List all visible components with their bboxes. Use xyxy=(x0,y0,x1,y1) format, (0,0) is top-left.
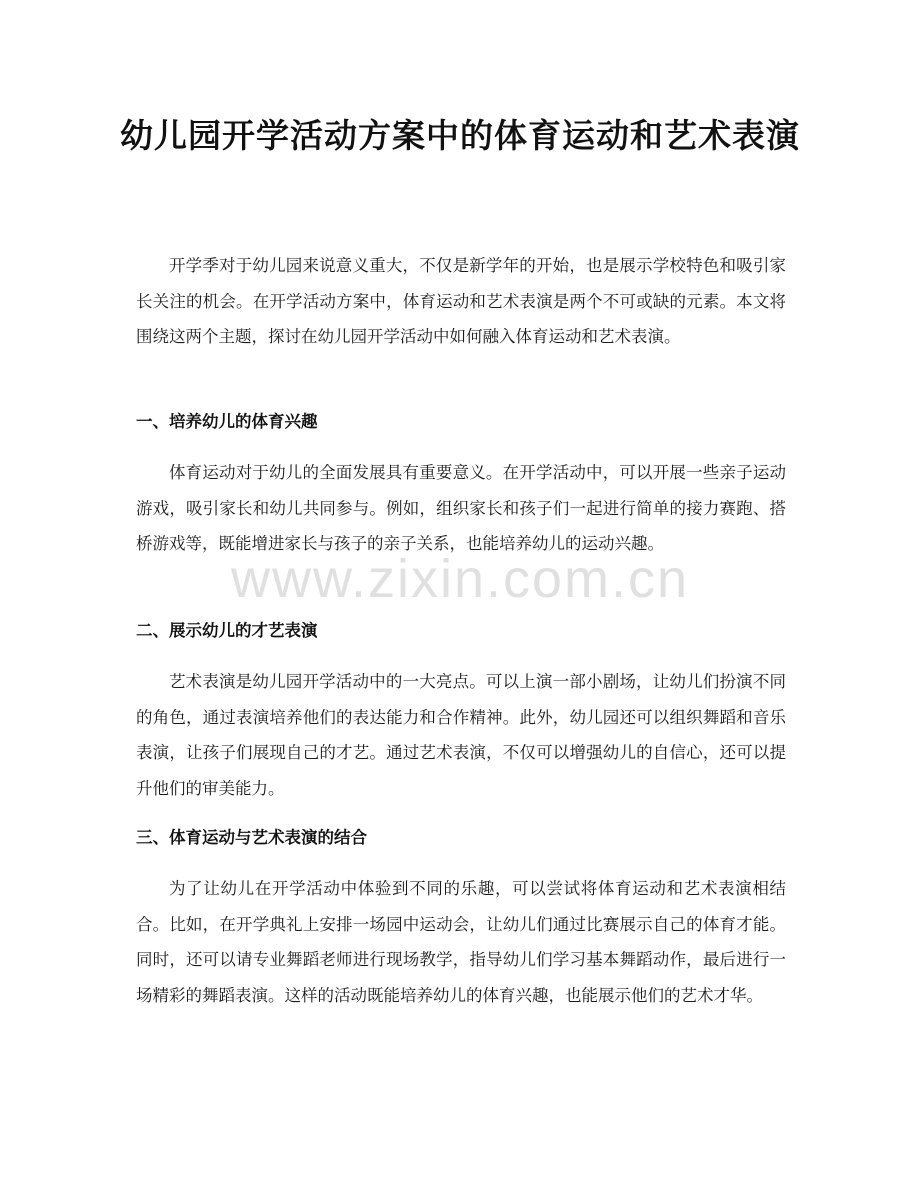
intro-paragraph: 开学季对于幼儿园来说意义重大，不仅是新学年的开始，也是展示学校特色和吸引家长关注的机会。在开学活动方案中，体育运动和艺术表演是两个不可或缺的元素。本文将围绕这两个主题，探讨在幼儿园开学活动中如何融入体育运动和艺术表演。 xyxy=(136,256,786,346)
section-1-paragraph: 体育运动对于幼儿的全面发展具有重要意义。在开学活动中，可以开展一些亲子运动游戏，吸引家长和幼儿共同参与。例如，组织家长和孩子们一起进行简单的接力赛跑、搭桥游戏等，既能增进家长与孩子的亲子关系，也能培养幼儿的运动兴趣。 xyxy=(136,463,786,553)
document-title: 幼儿园开学活动方案中的体育运动和艺术表演 xyxy=(120,116,800,155)
section-1-heading: 一、培养幼儿的体育兴趣 xyxy=(136,412,318,431)
section-2-paragraph: 艺术表演是幼儿园开学活动中的一大亮点。可以上演一部小剧场，让幼儿们扮演不同的角色，通过表演培养他们的表达能力和合作精神。此外，幼儿园还可以组织舞蹈和音乐表演，让孩子们展现自己的才艺。通过艺术表演，不仅可以增强幼儿的自信心，还可以提升他们的审美能力。 xyxy=(136,672,786,798)
watermark: www.zixin.com.cn xyxy=(230,549,690,609)
section-2-heading: 二、展示幼儿的才艺表演 xyxy=(136,621,318,640)
section-3-paragraph: 为了让幼儿在开学活动中体验到不同的乐趣，可以尝试将体育运动和艺术表演相结合。比如，在开学典礼上安排一场园中运动会，让幼儿们通过比赛展示自己的体育才能。同时，还可以请专业舞蹈老师进行现场教学，指导幼儿们学习基本舞蹈动作，最后进行一场精彩的舞蹈表演。这样的活动既能培养幼儿的体育兴趣，也能展示他们的艺术才华。 xyxy=(136,879,786,1005)
section-3-heading: 三、体育运动与艺术表演的结合 xyxy=(136,828,367,847)
